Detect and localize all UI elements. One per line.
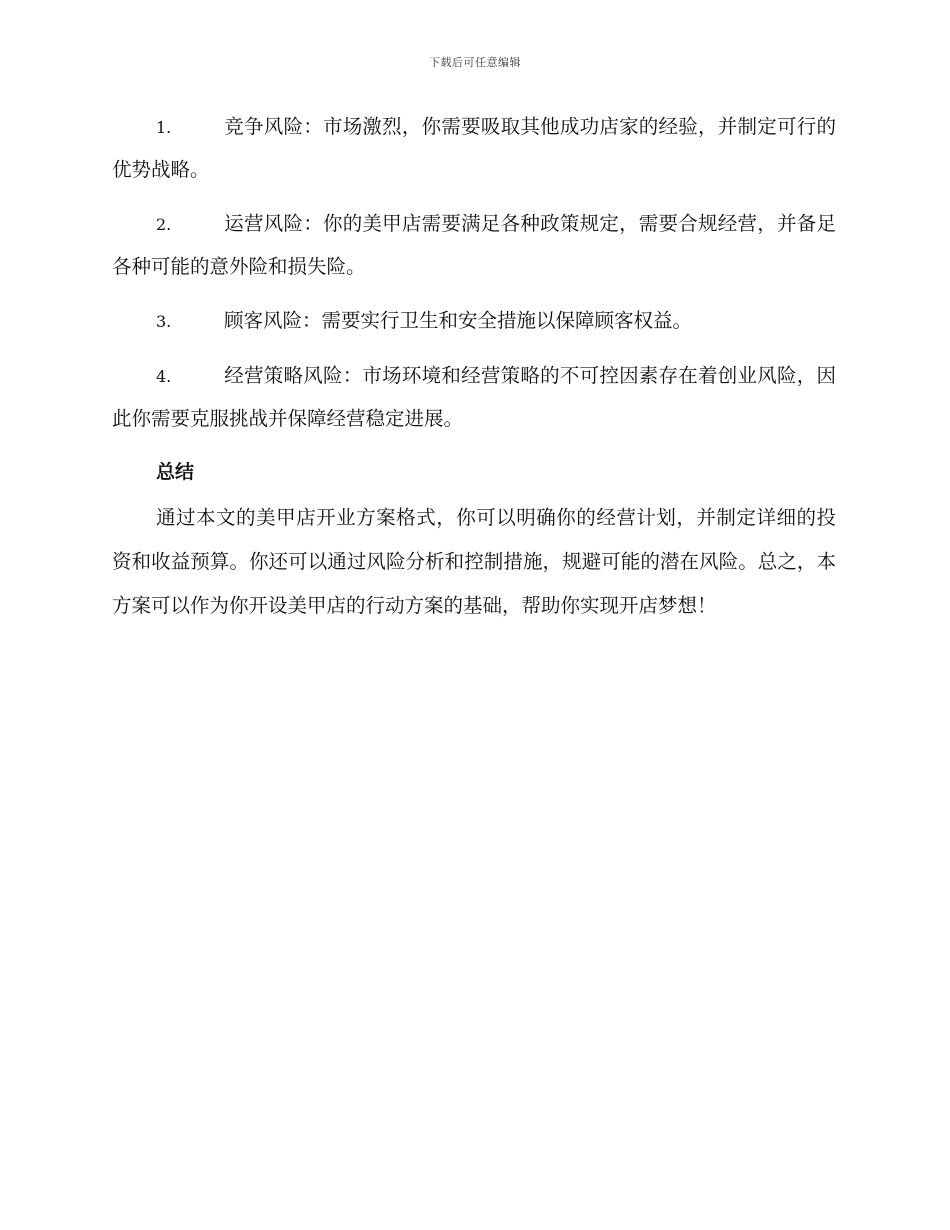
header-note: 下载后可任意编辑 bbox=[429, 56, 521, 69]
list-number: 4. bbox=[156, 367, 172, 386]
summary-paragraph: 通过本文的美甲店开业方案格式，你可以明确你的经营计划，并制定详细的投资和收益预算。你还可以通过风险分析和控制措施，规避可能的潜在风险。总之，本方案可以作为你开设美甲店的行动方案的基础，帮助你实现开店梦想！ bbox=[112, 506, 836, 617]
risk-text: 竞争风险：市场激烈，你需要吸取其他成功店家的经验，并制定可行的优势战略。 bbox=[112, 115, 836, 181]
summary-heading: 总结 bbox=[156, 461, 195, 483]
risk-item-customer bbox=[112, 300, 836, 343]
risk-text: 顾客风险：需要实行卫生和安全措施以保障顾客权益。 bbox=[224, 309, 693, 332]
document-body bbox=[112, 106, 836, 628]
list-number: 3. bbox=[156, 312, 172, 331]
list-number: 2. bbox=[156, 215, 172, 234]
risk-text: 经营策略风险：市场环境和经营策略的不可控因素存在着创业风险，因此你需要克服挑战并保障经营稳定进展。 bbox=[112, 364, 836, 430]
risk-item-competition bbox=[112, 106, 836, 191]
risk-item-strategy bbox=[112, 355, 836, 440]
list-number: 1. bbox=[156, 118, 172, 137]
risk-text: 运营风险：你的美甲店需要满足各种政策规定，需要合规经营，并备足各种可能的意外险和损失险。 bbox=[112, 212, 836, 278]
risk-item-operation bbox=[112, 203, 836, 288]
